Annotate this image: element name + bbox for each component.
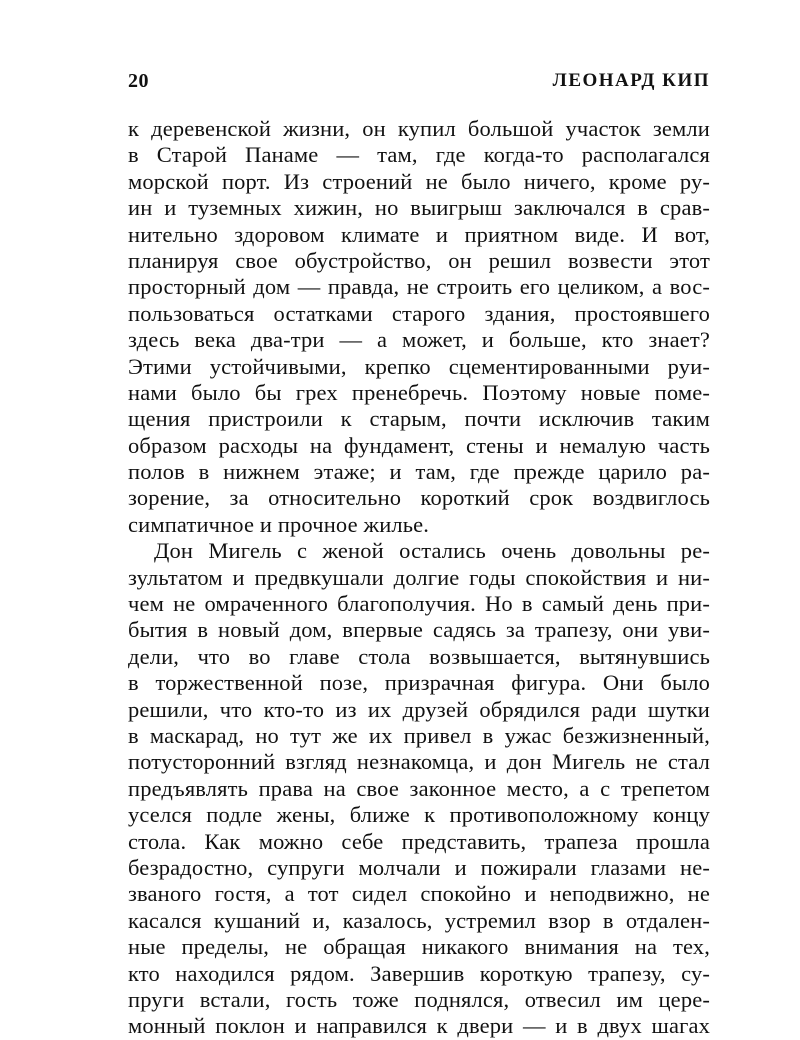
text-line: решили, что кто-то из их друзей обрядился ради шутки xyxy=(128,696,710,722)
text-line: потусторонний взгляд незнакомца, и дон Мигель не стал xyxy=(128,749,710,775)
text-line: Дон Мигель с женой остались очень довольны ре- xyxy=(154,538,710,564)
body-text xyxy=(128,116,710,1040)
text-line: морской порт. Из строений не было ничего, кроме ру- xyxy=(128,168,710,194)
text-line: бытия в новый дом, впервые садясь за трапезу, они уви- xyxy=(128,617,710,643)
text-line: планируя свое обустройство, он решил возвести этот xyxy=(128,247,710,273)
text-line: симпатичное и прочное жилье. xyxy=(128,511,430,537)
page-number: 20 xyxy=(128,70,149,92)
text-line: в Старой Панаме — там, где когда-то располагался xyxy=(128,142,710,168)
text-line: в маскарад, но тут же их привел в ужас безжизненный, xyxy=(128,722,710,748)
text-line: просторный дом — правда, не строить его целиком, а вос- xyxy=(128,274,710,300)
text-line: званого гостя, а тот сидел спокойно и неподвижно, не xyxy=(128,881,710,907)
text-line: зультатом и предвкушали долгие годы спокойствия и ни- xyxy=(128,564,710,590)
text-line: щения пристроили к старым, почти исключив таким xyxy=(128,406,710,432)
text-line: ные пределы, не обращая никакого внимания на тех, xyxy=(128,934,710,960)
text-line: кто находился рядом. Завершив короткую трапезу, су- xyxy=(128,960,710,986)
text-line: пользоваться остатками старого здания, простоявшего xyxy=(128,300,710,326)
running-head xyxy=(128,70,710,100)
text-line: касался кушаний и, казалось, устремил взор в отдален- xyxy=(128,907,710,933)
text-line: безрадостно, супруги молчали и пожирали глазами не- xyxy=(128,854,710,880)
text-line: нами было бы грех пренебречь. Поэтому новые поме- xyxy=(128,379,710,405)
text-line: чем не омраченного благополучия. Но в самый день при- xyxy=(128,591,710,617)
text-line: здесь века два-три — а может, и больше, кто знает? xyxy=(128,327,710,353)
running-head-author: ЛЕОНАРД КИП xyxy=(552,70,710,91)
text-line: монный поклон и направился к двери — и в двух шагах xyxy=(128,1013,710,1039)
text-line: к деревенской жизни, он купил большой участок земли xyxy=(128,116,710,141)
text-line: ин и туземных хижин, но выигрыш заключался в срав- xyxy=(128,195,710,221)
text-line: зорение, за относительно короткий срок воздвиглось xyxy=(128,485,710,511)
text-line: образом расходы на фундамент, стены и немалую часть xyxy=(128,432,710,458)
text-line: стола. Как можно себе представить, трапеза прошла xyxy=(128,828,710,854)
text-line: пруги встали, гость тоже поднялся, отвесил им цере- xyxy=(128,986,710,1012)
text-line: Этими устойчивыми, крепко сцементированными руи- xyxy=(128,353,710,379)
text-line: предъявлять права на свое законное место, а с трепетом xyxy=(128,775,710,801)
text-line: в торжественной позе, призрачная фигура. Они было xyxy=(128,670,710,696)
text-line: полов в нижнем этаже; и там, где прежде царило ра- xyxy=(128,459,710,485)
text-line: уселся подле жены, ближе к противоположному концу xyxy=(128,802,710,828)
text-line: дели, что во главе стола возвышается, вытянувшись xyxy=(128,643,710,669)
text-line: нительно здоровом климате и приятном виде. И вот, xyxy=(128,221,710,247)
